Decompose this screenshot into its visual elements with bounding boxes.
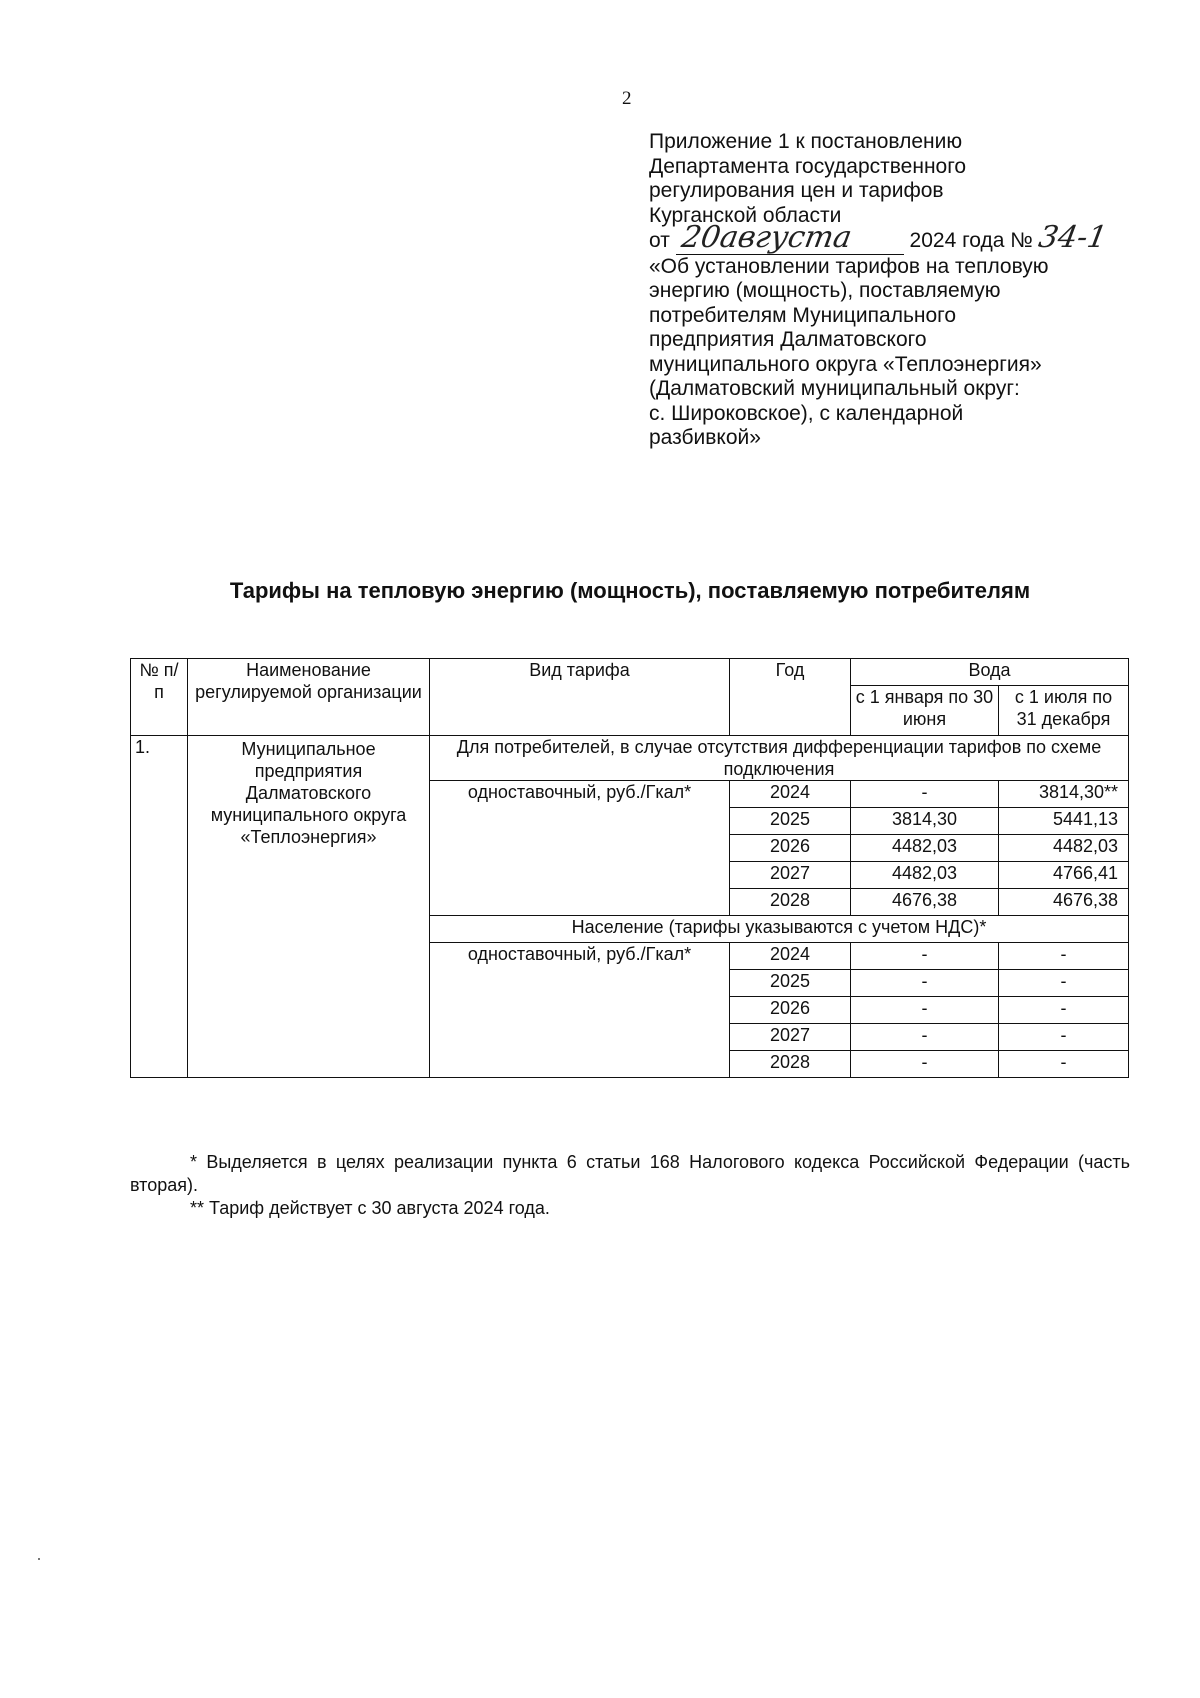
value-cell: - [851,943,999,970]
tariff-type: одноставочный, руб./Гкал* [430,781,730,916]
value-cell: - [851,1051,999,1078]
value-cell: 4766,41 [999,862,1129,889]
number-field [1035,220,1131,255]
page-number: 2 [622,88,632,109]
year-text: 2024 года № [909,229,1033,252]
header-h1: с 1 января по 30 июня [851,686,999,736]
value-cell: - [999,997,1129,1024]
footnotes [130,1151,1130,1220]
value-cell: 4482,03 [999,835,1129,862]
appendix-subject-line: с. Широковское), с календарной [649,401,964,425]
appendix-subject-line: муниципального округа «Теплоэнергия» [649,352,1042,376]
date-field [676,220,904,255]
value-cell: 4676,38 [851,889,999,916]
section-title: Население (тарифы указываются с учетом НДС)* [430,916,1129,943]
value-cell: - [851,970,999,997]
tariff-type: одноставочный, руб./Гкал* [430,943,730,1078]
value-cell: - [999,970,1129,997]
year-cell: 2026 [730,835,851,862]
tariff-table [130,658,1129,1078]
value-cell: 5441,13 [999,808,1129,835]
header-water: Вода [851,659,1129,686]
appendix-subject-line: (Далматовский муниципальный округ: [649,377,1020,400]
footnote-2: ** Тариф действует с 30 августа 2024 года. [190,1198,550,1218]
value-cell: 3814,30** [999,781,1129,808]
appendix-subject-line: потребителям Муниципального [649,303,957,327]
appendix-line: регулирования цен и тарифов [649,179,944,202]
header-tariff-type: Вид тарифа [430,659,730,736]
row-number: 1. [131,736,188,1078]
year-cell: 2025 [730,808,851,835]
table-header-row [131,659,1129,686]
value-cell: 4676,38 [999,889,1129,916]
appendix-block [649,130,1169,451]
header-year: Год [730,659,851,736]
handwritten-number: 34-1 [1035,220,1110,255]
value-cell: - [999,1051,1129,1078]
appendix-subject-line: разбивкой» [649,426,761,449]
value-cell: - [851,997,999,1024]
header-num: № п/п [131,659,188,736]
year-cell: 2027 [730,1024,851,1051]
value-cell: - [851,1024,999,1051]
appendix-line: Департамента государственного [649,154,967,178]
document-title: Тарифы на тепловую энергию (мощность), поставляемую потребителям [229,578,1031,603]
value-cell: - [999,943,1129,970]
appendix-subject-line: энергию (мощность), поставляемую [649,279,1001,302]
year-cell: 2025 [730,970,851,997]
header-h2: с 1 июля по 31 декабря [999,686,1129,736]
appendix-line: Курганской области [649,203,842,227]
value-cell: 4482,03 [851,835,999,862]
appendix-subject-line: предприятия Далматовского [649,328,927,351]
value-cell: 4482,03 [851,862,999,889]
year-cell: 2024 [730,781,851,808]
scan-speck [38,1558,40,1560]
appendix-date-line [649,220,1169,255]
header-org: Наименование регулируемой организации [188,659,430,736]
handwritten-date: 20августа [678,220,855,255]
value-cell: - [851,781,999,808]
appendix-subject-line: «Об установлении тарифов на тепловую [649,254,1049,278]
year-cell: 2028 [730,889,851,916]
date-prefix: от [649,229,670,252]
year-cell: 2024 [730,943,851,970]
value-cell: 3814,30 [851,808,999,835]
value-cell: - [999,1024,1129,1051]
section-title: Для потребителей, в случае отсутствия дифференциации тарифов по схеме подключения [430,736,1129,781]
organization-name: Муниципальное предприятия Далматовского муниципального округа «Теплоэнергия» [188,736,430,1078]
appendix-line: Приложение 1 к постановлению [649,130,963,153]
year-cell: 2028 [730,1051,851,1078]
footnote-1: * Выделяется в целях реализации пункта 6 статьи 168 Налогового кодекса Российской Федерации (часть вторая). [130,1152,1130,1195]
table-row [131,736,1129,781]
year-cell: 2026 [730,997,851,1024]
year-cell: 2027 [730,862,851,889]
